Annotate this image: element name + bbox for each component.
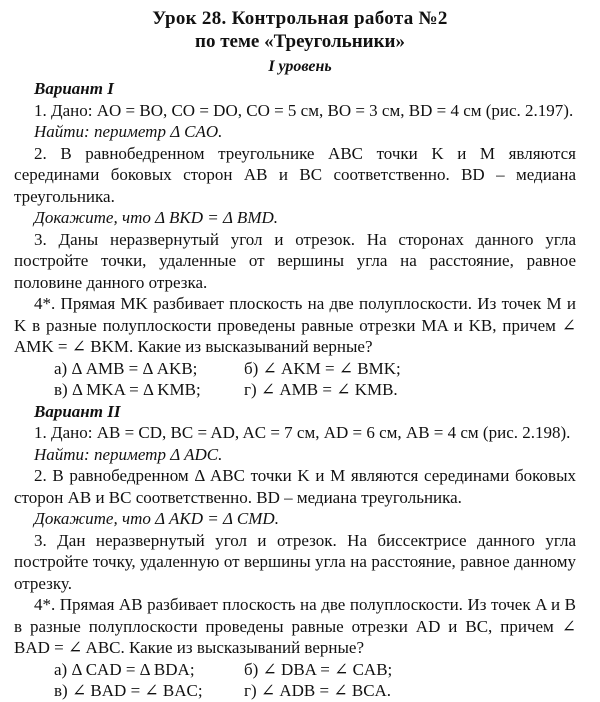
- title-line-2: по теме «Треугольники»: [195, 31, 405, 52]
- v1-task2-prove: Докажите, что Δ BKD = Δ BMD.: [34, 208, 279, 227]
- v1-task4-text: 4*. Прямая MK разбивает плоскость на две полуплоскости. Из точек M и K в разные полуплоскости проведены равные отрезки MA и KB, причем ∠ AMK = ∠ BKM. Какие из высказываний верные?: [14, 294, 576, 356]
- v1-options-row-2: [14, 379, 576, 401]
- v1-option-b: б) ∠ AKM = ∠ BMK;: [244, 358, 401, 378]
- document-title: [0, 0, 600, 53]
- v2-task1-given: 1. Дано: AB = CD, BC = AD, AC = 7 см, AD = 6 см, AB = 4 см (рис. 2.198).: [34, 423, 571, 442]
- v2-task4-text: 4*. Прямая AB разбивает плоскость на две полуплоскости. Из точек A и B в разные полуплоскости проведены равные отрезки AD и BC, причем ∠ BAD = ∠ ABC. Какие из высказываний верные?: [14, 595, 576, 657]
- v1-task1-given: 1. Дано: AO = BO, CO = DO, CO = 5 см, BO = 3 см, BD = 4 см (рис. 2.197).: [34, 100, 574, 120]
- v1-task1-find: Найти: периметр Δ CAO.: [34, 122, 223, 141]
- v2-task2-prove: Докажите, что Δ AKD = Δ CMD.: [34, 509, 279, 528]
- v1-option-d: г) ∠ AMB = ∠ KMB.: [244, 380, 398, 399]
- v1-task3-text: 3. Даны неразвернутый угол и отрезок. На сторонах данного угла постройте точки, удаленные от вершины угла на расстояние, равное половине данного отрезка.: [14, 229, 576, 292]
- v1-option-c: в) Δ MKA = Δ KMB;: [54, 380, 201, 399]
- v1-option-a: а) Δ AMB = Δ AKB;: [54, 358, 198, 378]
- v2-option-b: б) ∠ DBA = ∠ CAB;: [244, 659, 393, 679]
- v2-task3-text: 3. Дан неразвернутый угол и отрезок. На биссектрисе данного угла постройте точку, удаленную от вершины угла на расстояние, равное данному отрезку.: [14, 530, 576, 593]
- v2-option-c: в) ∠ BAD = ∠ BAC;: [54, 681, 203, 700]
- level-heading: I уровень: [268, 58, 332, 75]
- v2-task2-text: 2. В равнобедренном Δ ABC точки K и M являются серединами боковых сторон AB и BC соответственно. BD – медиана треугольника.: [14, 466, 576, 507]
- v2-option-a: а) Δ CAD = Δ BDA;: [54, 659, 195, 679]
- v2-options-row-1: [14, 659, 576, 681]
- title-line-1: Урок 28. Контрольная работа №2: [152, 8, 448, 29]
- v1-options-row-1: [14, 358, 576, 380]
- variant-1-heading: Вариант I: [34, 79, 114, 98]
- v2-task1-find: Найти: периметр Δ ADC.: [34, 444, 223, 464]
- v2-option-d: г) ∠ ADB = ∠ BCA.: [244, 681, 392, 700]
- document-body: [0, 78, 600, 702]
- v2-options-row-2: [14, 680, 576, 702]
- v1-task2-text: 2. В равнобедренном треугольнике ABC точки K и M являются серединами боковых сторон AB и BC соответственно. BD – медиана треугольника.: [14, 143, 576, 206]
- variant-2-heading: Вариант II: [34, 401, 121, 421]
